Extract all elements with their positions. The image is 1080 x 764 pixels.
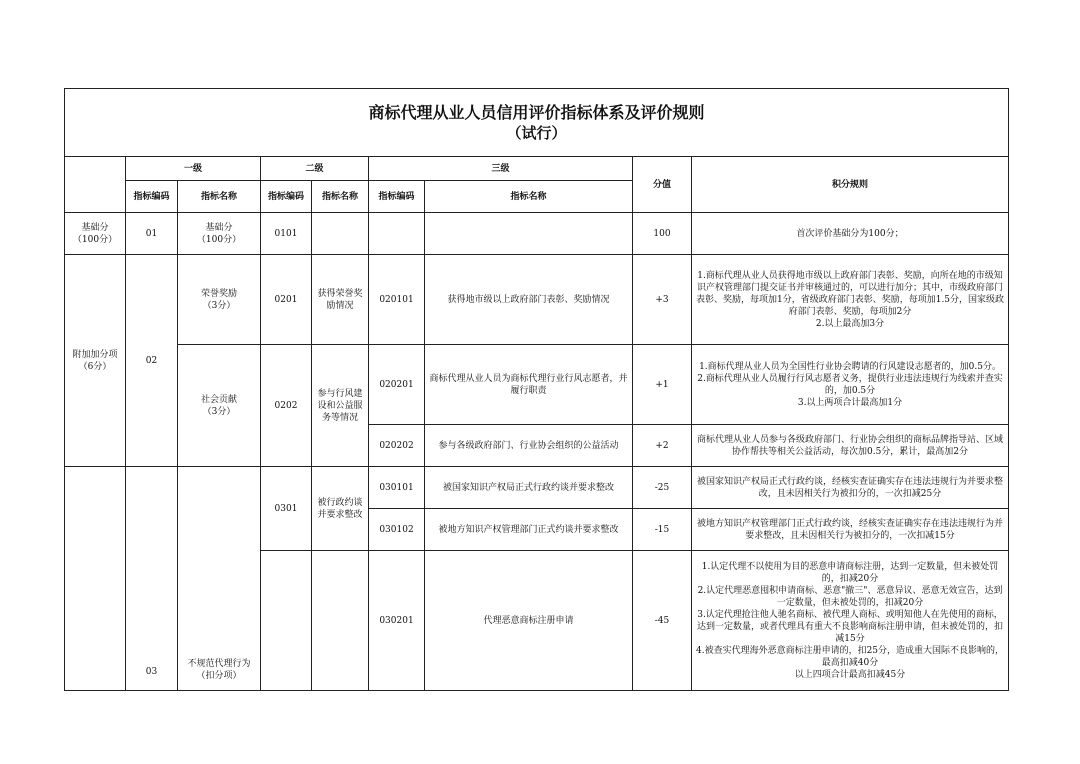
l3-name-cell: 获得地市级以上政府部门表彰、奖励情况 [425,255,633,345]
l2-sub-blank-cell [312,551,369,691]
table-row [65,213,1009,255]
l3-name-cell: 商标代理从业人员为商标代理行业行风志愿者，并履行职责 [425,345,633,425]
l2-sub-cell: 被行政约谈并要求整改 [312,467,369,551]
score-cell: 100 [633,213,692,255]
rule-cell: 1.商标代理从业人员获得地市级以上政府部门表彰、奖励，向所在地的市级知识产权管理部门提交证书并审核通过的，可以进行加分；其中，市级政府部门表彰、奖励，每项加1分，省级政府部门表彰、奖励，每项加1.5分，国家级政府部门表彰、奖励，每项加2分 2.以上最高加3分 [692,255,1009,345]
l3-code-cell: 020201 [369,345,425,425]
rule-cell: 1.认定代理不以使用为目的恶意申请商标注册，达到一定数量，但未被处罚的，扣减20分 2.认定代理恶意囤积申请商标、恶意"撤三"、恶意异议、恶意无效宣告，达到一定数量，但未被处罚的，扣减20分 3.认定代理抢注他人驰名商标、被代理人商标、或明知他人在先使用的商标，达到一定数量，或者代理具有重大不良影响商标注册申请，但未被处罚的，扣减15分 4.被查实代理海外恶意商标注册申请的，扣25分，造成重大国际不良影响的，最高扣减40分 以上四项合计最高扣减45分 [692,551,1009,691]
header-blank-cell [65,157,126,213]
header-l1-code: 指标编码 [126,181,178,213]
table-row [65,467,1009,509]
l3-name-cell: 参与各级政府部门、行业协会组织的公益活动 [425,425,633,467]
table-row [65,255,1009,345]
l2-code-blank-cell [261,551,312,691]
l3-code-cell: 030101 [369,467,425,509]
rule-cell: 被地方知识产权管理部门正式行政约谈，经核实查证确实存在违法违规行为并要求整改，且未因相关行为被扣分的，一次扣减15分 [692,509,1009,551]
l1-blank-cell [65,467,126,691]
header-score: 分值 [633,157,692,213]
header-l1-name: 指标名称 [178,181,261,213]
l2-name-cell: 荣誉奖励 （3分） [178,255,261,345]
score-cell: +3 [633,255,692,345]
l3-name-cell: 被国家知识产权局正式行政约谈并要求整改 [425,467,633,509]
header-l3-name: 指标名称 [425,181,633,213]
evaluation-table [64,88,1009,691]
l3-name-cell: 被地方知识产权管理部门正式约谈并要求整改 [425,509,633,551]
l2-code-cell: 0201 [261,255,312,345]
l1-name-cell: 不规范代理行为 （扣分项） [178,467,261,691]
l1-name-cell: 附加加分项 （6分） [65,255,126,467]
l2-code-cell: 0301 [261,467,312,551]
header-l2-name: 指标名称 [312,181,369,213]
l3-code-cell [369,213,425,255]
l1-code-cell: 03 [126,467,178,691]
score-cell: +2 [633,425,692,467]
l1-code-cell: 02 [126,255,178,467]
header-l3-code: 指标编码 [369,181,425,213]
header-level3: 三级 [369,157,633,181]
l2-code-cell: 0101 [261,213,312,255]
l3-code-cell: 020202 [369,425,425,467]
table-row [65,345,1009,425]
l3-name-cell [425,213,633,255]
rule-cell: 被国家知识产权局正式行政约谈，经核实查证确实存在违法违规行为并要求整改，且未因相关行为被扣分的，一次扣减25分 [692,467,1009,509]
l2-name-cell: 基础分 （100分） [178,213,261,255]
l1-code-cell: 01 [126,213,178,255]
l2-sub-cell [312,213,369,255]
score-cell: -15 [633,509,692,551]
score-cell: +1 [633,345,692,425]
l3-code-cell: 030102 [369,509,425,551]
page-title: 商标代理从业人员信用评价指标体系及评价规则 [368,102,705,122]
rule-cell: 首次评价基础分为100分； [692,213,1009,255]
l3-code-cell: 020101 [369,255,425,345]
rule-cell: 商标代理从业人员参与各级政府部门、行业协会组织的商标品牌指导站、区域协作帮扶等相关公益活动，每次加0.5分，累计，最高加2分 [692,425,1009,467]
header-l2-code: 指标编码 [261,181,312,213]
score-cell: -25 [633,467,692,509]
l2-sub-cell: 参与行风建设和公益服务等情况 [312,345,369,467]
l2-code-cell: 0202 [261,345,312,467]
title-cell [65,89,1009,157]
header-level2: 二级 [261,157,369,181]
l3-name-cell: 代理恶意商标注册申请 [425,551,633,691]
score-cell: -45 [633,551,692,691]
l2-name-cell: 社会贡献 （3分） [178,345,261,467]
header-level1: 一级 [126,157,261,181]
l1-name-cell: 基础分 （100分） [65,213,126,255]
l3-code-cell: 030201 [369,551,425,691]
page-subtitle: （试行） [506,123,567,142]
l2-sub-cell: 获得荣誉奖励情况 [312,255,369,345]
rule-cell: 1.商标代理从业人员为全国性行业协会聘请的行风建设志愿者的，加0.5分。 2.商标代理从业人员履行行风志愿者义务，提供行业违法违规行为线索并查实的，加0.5分 3.以上两项合计最高加1分 [692,345,1009,425]
header-rule: 积分规则 [692,157,1009,213]
